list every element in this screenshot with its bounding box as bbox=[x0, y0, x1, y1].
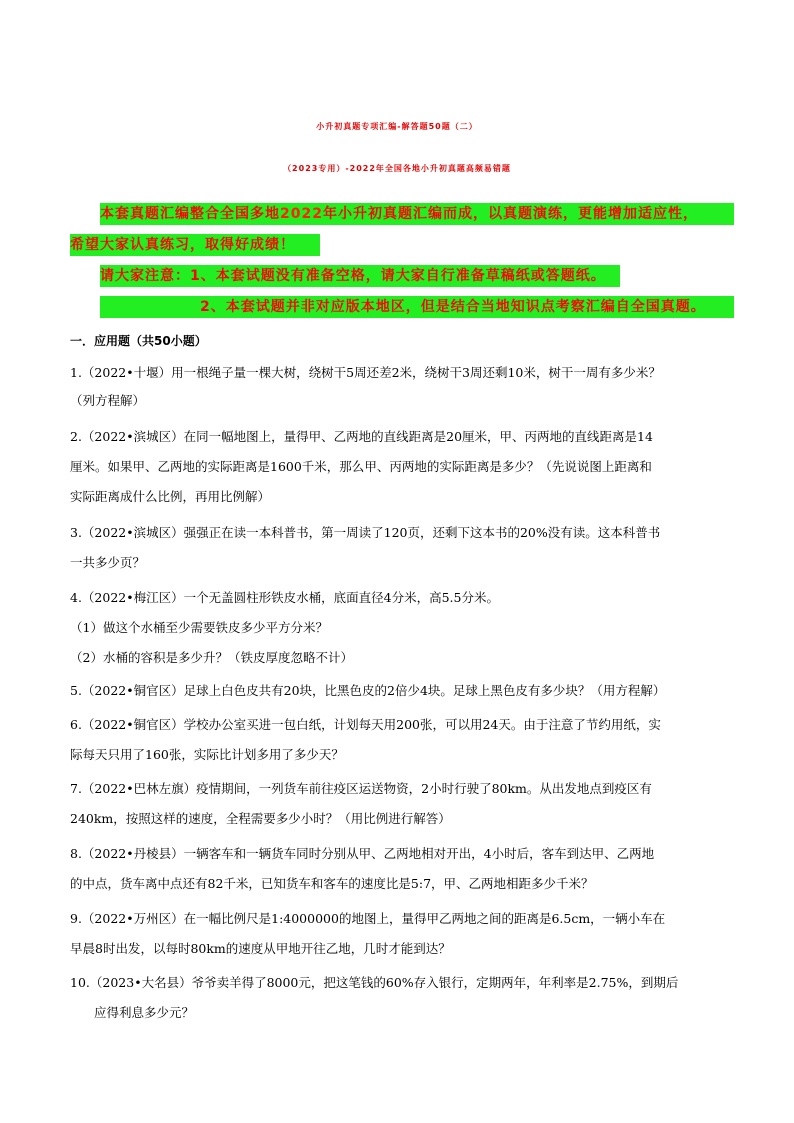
question-line: 10.（2023•大名县）爷爷卖羊得了8000元，把这笔钱的60%存入银行，定期两年，年利率是2.75%，到期后 bbox=[70, 975, 679, 990]
section-title: 一．应用题（共50小题） bbox=[70, 334, 207, 348]
question-line: 的中点，货车离中点还有82千米，已知货车和客车的速度比是5:7，甲、乙两地相距多少千米？ bbox=[70, 876, 594, 891]
intro-line-1-post: 年小升初真题汇编而成，以真题演练，更能增加适应性， bbox=[322, 206, 698, 222]
intro-year: 2022 bbox=[280, 206, 323, 222]
notice-line-2: 2、本套试题并非对应版本地区，但是结合当地知识点考察汇编自全国真题。 bbox=[100, 296, 734, 318]
question-line: 际每天只用了160张，实际比计划多用了多少天？ bbox=[70, 747, 344, 762]
question-line: 应得利息多少元？ bbox=[94, 1005, 195, 1020]
question-line: （2）水桶的容积是多少升？（铁皮厚度忽略不计） bbox=[70, 650, 353, 665]
question-line: 厘米。如果甲、乙两地的实际距离是1600千米，那么甲、丙两地的实际距离是多少？（先说说图上距离和 bbox=[70, 459, 652, 474]
question-line: （列方程解） bbox=[70, 393, 146, 408]
notice-line-1: 请大家注意：1、本套试题没有准备空格，请大家自行准备草稿纸或答题纸。 bbox=[100, 265, 620, 287]
question-line: 一共多少页？ bbox=[70, 555, 146, 570]
question-line: 实际距离成什么比例，再用比例解） bbox=[70, 489, 271, 504]
document-title: 小升初真题专项汇编-解答题50题（二） bbox=[316, 122, 478, 131]
question-line: 早晨8时出发，以每时80km的速度从甲地开往乙地，几时才能到达？ bbox=[70, 941, 451, 956]
question-line: 6.（2022•铜官区）学校办公室买进一包白纸，计划每天用200张，可以用24天。由于注意了节约用纸，实 bbox=[70, 717, 661, 732]
question-line: 240km，按照这样的速度，全程需要多少小时？（用比例进行解答） bbox=[70, 811, 451, 826]
question-line: 5.（2022•铜官区）足球上白色皮共有20块，比黑色皮的2倍少4块。足球上黑色皮有多少块？（用方程解） bbox=[70, 683, 666, 698]
question-line: （1）做这个水桶至少需要铁皮多少平方分米？ bbox=[70, 620, 328, 635]
question-line: 4.（2022•梅江区）一个无盖圆柱形铁皮水桶，底面直径4分米，高5.5分米。 bbox=[70, 590, 499, 605]
question-line: 1.（2022•十堰）用一根绳子量一棵大树，绕树干5周还差2米，绕树干3周还剩10米，树干一周有多少米？ bbox=[70, 365, 661, 380]
question-line: 2.（2022•滨城区）在同一幅地图上，量得甲、乙两地的直线距离是20厘米，甲、丙两地的直线距离是14 bbox=[70, 429, 653, 444]
intro-line-1-pre: 本套真题汇编整合全国多地 bbox=[100, 206, 280, 222]
question-line: 9.（2022•万州区）在一幅比例尺是1:4000000的地图上，量得甲乙两地之间的距离是6.5cm，一辆小车在 bbox=[70, 911, 666, 926]
document-subtitle: （2023专用）-2022年全国各地小升初真题高频易错题 bbox=[283, 164, 511, 173]
question-line: 7.（2022•巴林左旗）疫情期间，一列货车前往疫区运送物资，2小时行驶了80km。从出发地点到疫区有 bbox=[70, 781, 652, 796]
intro-line-2: 希望大家认真练习，取得好成绩！ bbox=[70, 234, 320, 256]
question-line: 8.（2022•丹棱县）一辆客车和一辆货车同时分别从甲、乙两地相对开出，4小时后，客车到达甲、乙两地 bbox=[70, 846, 655, 861]
question-line: 3.（2022•滨城区）强强正在读一本科普书，第一周读了120页，还剩下这本书的20%没有读。这本科普书 bbox=[70, 525, 661, 540]
intro-line-1 bbox=[100, 203, 734, 225]
